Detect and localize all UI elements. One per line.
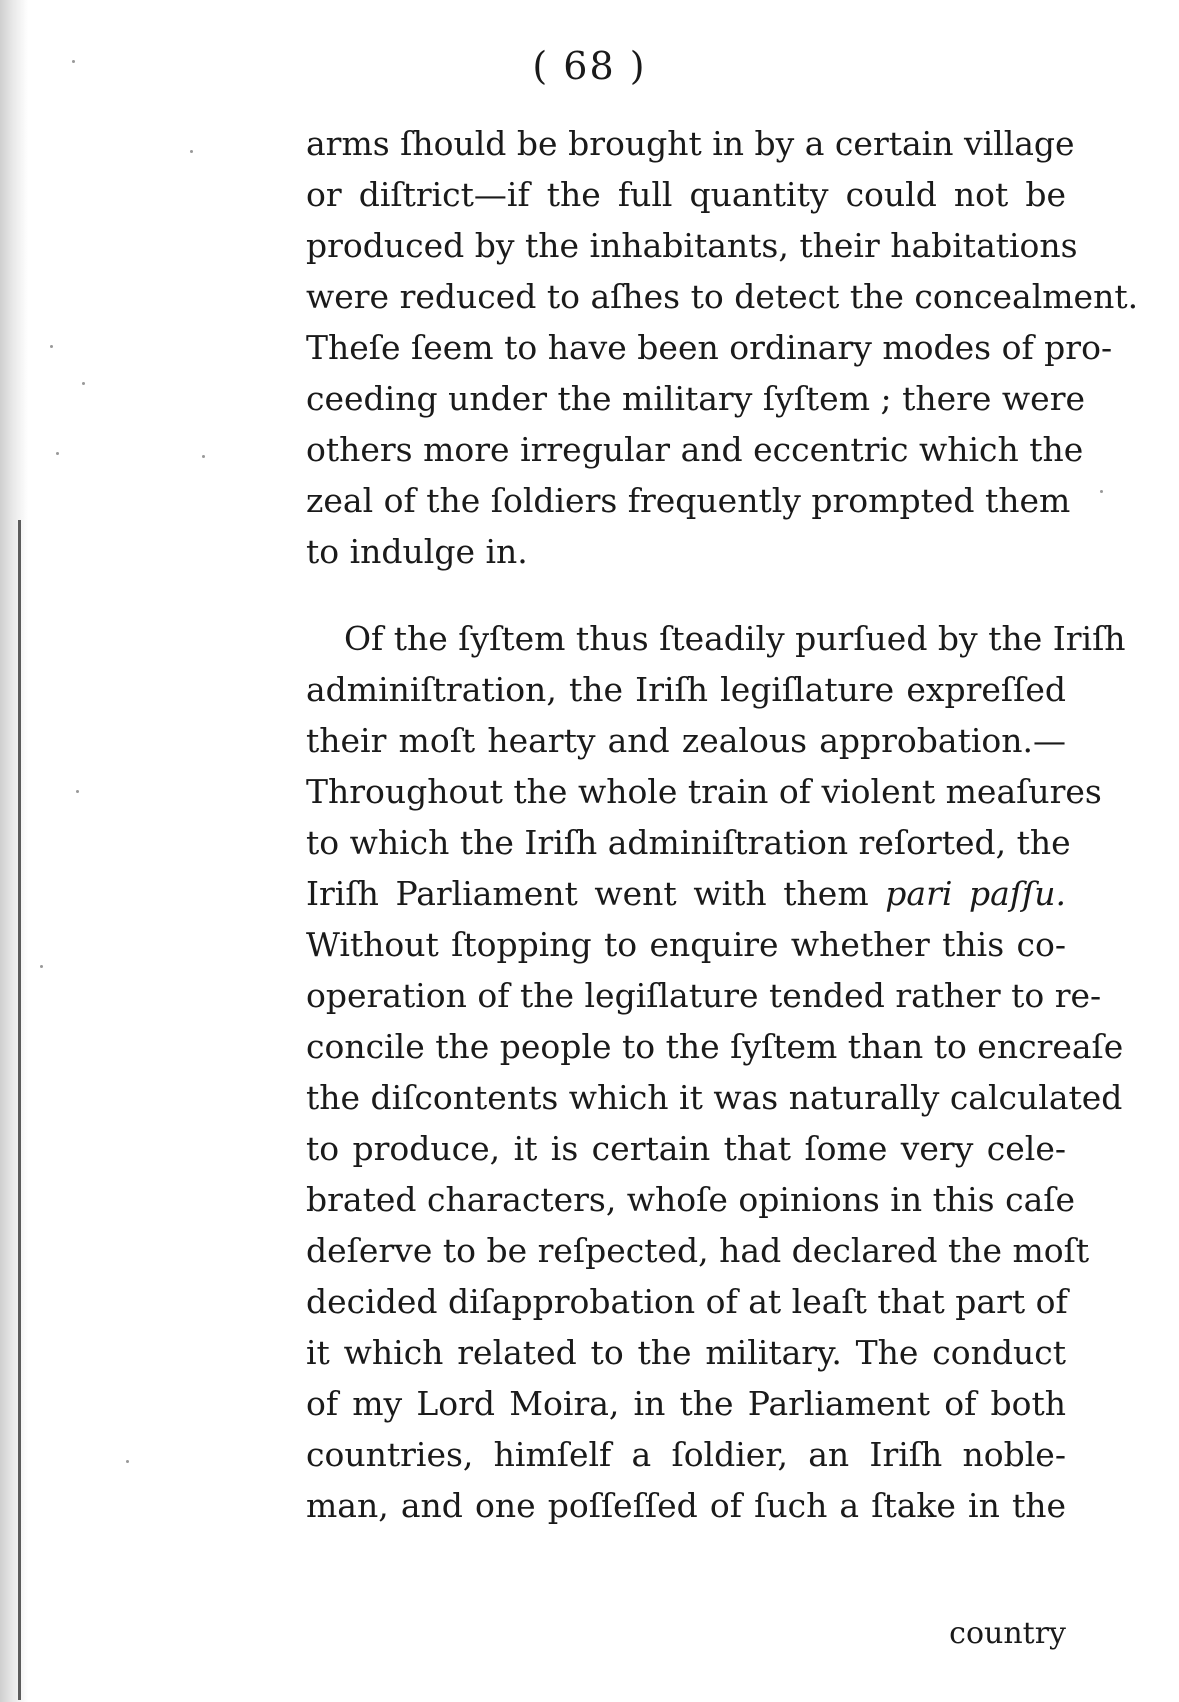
text-line-with-italic [306, 868, 1066, 919]
ink-speck [56, 452, 59, 455]
text-line: concile the people to the ſyſtem than to encreaſe [306, 1027, 1124, 1066]
text-segment: Iriſh Parliament went with them [306, 874, 886, 913]
text-line: to produce, it is certain that ſome very cele- [306, 1129, 1066, 1168]
text-line: decided diſapprobation of at leaſt that part of [306, 1282, 1068, 1321]
text-line: the diſcontents which it was naturally calculated [306, 1078, 1123, 1117]
text-line: brated characters, whoſe opinions in this caſe [306, 1180, 1075, 1219]
paragraph-2 [306, 613, 1126, 1531]
body-text [306, 118, 1139, 1531]
ink-speck [126, 1460, 129, 1463]
text-line: or diſtrict—if the full quantity could not be [306, 175, 1066, 214]
text-line: Without ſtopping to enquire whether this co- [306, 925, 1066, 964]
ink-speck [202, 455, 205, 458]
text-line: adminiſtration, the Iriſh legiſlature expreſſed [306, 670, 1066, 709]
ink-speck [190, 150, 193, 153]
text-line: Theſe ſeem to have been ordinary modes of pro- [306, 328, 1113, 367]
text-line: deſerve to be reſpected, had declared the moſt [306, 1231, 1090, 1270]
text-line: of my Lord Moira, in the Parliament of both [306, 1384, 1066, 1423]
text-line: to which the Iriſh adminiſtration reſorted, the [306, 823, 1071, 862]
binding-line [18, 520, 21, 1700]
text-line: arms ſhould be brought in by a certain village [306, 124, 1075, 163]
text-line: were reduced to aſhes to detect the concealment. [306, 277, 1139, 316]
text-line: others more irregular and eccentric which the [306, 430, 1084, 469]
text-line: countries, himſelf a ſoldier, an Iriſh noble- [306, 1435, 1066, 1474]
text-line: to indulge in. [306, 532, 528, 571]
text-line: Of the ſyſtem thus ſteadily purſued by the Iriſh [344, 619, 1126, 658]
ink-speck [40, 965, 43, 968]
text-line: zeal of the ſoldiers frequently prompted them [306, 481, 1071, 520]
text-line: produced by the inhabitants, their habitations [306, 226, 1078, 265]
italic-phrase: pari paſſu. [885, 874, 1067, 913]
ink-speck [82, 382, 85, 385]
text-line: ceeding under the military ſyſtem ; there were [306, 379, 1086, 418]
text-line: man, and one poſſeſſed of ſuch a ſtake in the [306, 1486, 1066, 1525]
ink-speck [50, 345, 53, 348]
ink-speck [1100, 490, 1103, 493]
page-number: ( 68 ) [532, 44, 647, 88]
catchword: country [949, 1616, 1066, 1651]
text-line: Throughout the whole train of violent meaſures [306, 772, 1102, 811]
text-line: operation of the legiſlature tended rather to re- [306, 976, 1102, 1015]
text-line: their moſt hearty and zealous approbation.— [306, 721, 1066, 760]
text-line: it which related to the military. The conduct [306, 1333, 1066, 1372]
paragraph-1 [306, 118, 1139, 577]
ink-speck [76, 790, 79, 793]
binding-shadow [0, 0, 28, 1702]
